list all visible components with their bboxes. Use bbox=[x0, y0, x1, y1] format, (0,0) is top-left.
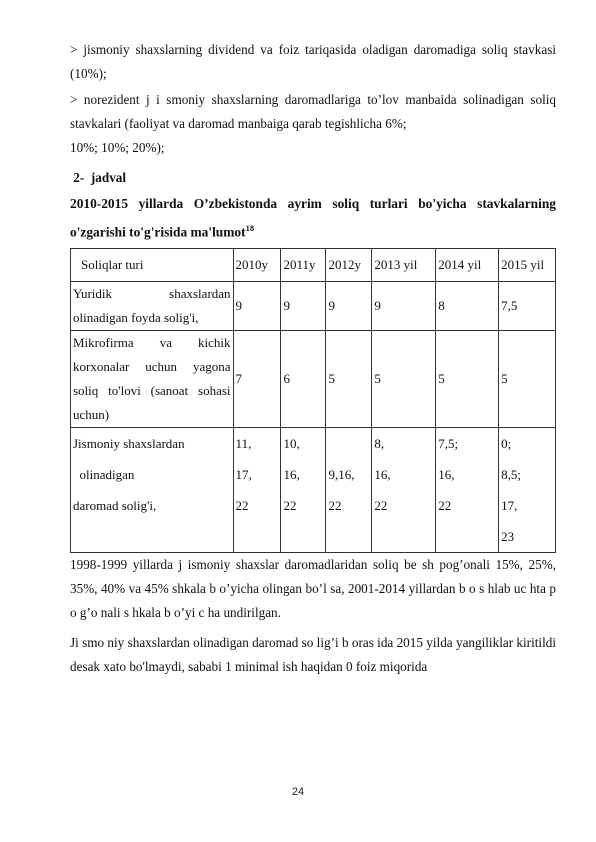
paragraph-history-brackets: 1998-1999 yillarda j ismoniy shaxslar daromadlaridan soliq be sh pog’onali 15%, 25%, 35%, 40% va 45% shkala b o’yicha olingan bo’l sa, 2001-2014 yillardan b o s hlab uc hta p o g’o nali s hkala b o’yi c ha undirilgan. bbox=[70, 557, 556, 621]
cell-value: 17, bbox=[235, 467, 252, 483]
table-header-row bbox=[71, 249, 556, 282]
table-cell: 5 bbox=[436, 331, 499, 428]
footnote-marker: 18 bbox=[245, 223, 255, 233]
header-cell-tax-type: Soliqlar turi bbox=[71, 249, 234, 282]
header-cell-2013: 2013 yil bbox=[372, 249, 436, 282]
cell-value: 10, bbox=[283, 436, 300, 452]
table-cell: 9 bbox=[233, 282, 281, 331]
cell-value: 0; bbox=[501, 436, 512, 452]
row-label-line: olinadigan bbox=[73, 467, 135, 483]
cell-value: 22 bbox=[283, 498, 297, 514]
row-label-line: daromad solig'i, bbox=[73, 498, 157, 514]
table-cell bbox=[233, 428, 281, 553]
row-label-line: korxonalar uchun yagona bbox=[73, 359, 231, 375]
cell-value: 16, bbox=[283, 467, 300, 483]
table-cell bbox=[372, 428, 436, 553]
table-cell: 9 bbox=[281, 282, 326, 331]
table-row bbox=[71, 331, 556, 428]
row-label-single-tax-payment bbox=[71, 331, 234, 428]
table-cell bbox=[281, 428, 326, 553]
header-cell-2011: 2011y bbox=[281, 249, 326, 282]
table-cell: 9 bbox=[372, 282, 436, 331]
cell-value: 8,5; bbox=[501, 467, 521, 483]
header-cell-2015: 2015 yil bbox=[499, 249, 556, 282]
table-cell: 5 bbox=[499, 331, 556, 428]
cell-value: 22 bbox=[328, 498, 342, 514]
table-caption: 2- jadval bbox=[70, 170, 127, 185]
table-row bbox=[71, 428, 556, 553]
cell-value: 11, bbox=[235, 436, 252, 452]
header-cell-2012: 2012y bbox=[326, 249, 372, 282]
cell-value: 22 bbox=[374, 498, 388, 514]
table-cell bbox=[436, 428, 499, 553]
header-cell-2014: 2014 yil bbox=[436, 249, 499, 282]
paragraph-nonresident-rates: > norezident j i smoniy shaxslarning daromadlariga to’lov manbaida solinadigan soliq stavkalari (faoliyat va daromad manbaiga qarab tegishlicha 6%; bbox=[70, 92, 556, 131]
table-cell bbox=[499, 428, 556, 553]
cell-value: 8, bbox=[374, 436, 385, 452]
page-number: 24 bbox=[291, 786, 305, 798]
cell-spacer bbox=[328, 428, 369, 459]
row-label-line: Jismoniy shaxslardan bbox=[73, 436, 185, 452]
table-cell bbox=[326, 428, 372, 553]
paragraph-dividend-rate: > jismoniy shaxslarning dividend va foiz tariqasida oladigan daromadiga soliq stavkasi (10%); bbox=[70, 42, 556, 81]
table-cell: 5 bbox=[326, 331, 372, 428]
table-title bbox=[70, 192, 556, 244]
row-label-line: Yuridik shaxslardan bbox=[73, 286, 231, 302]
row-label-corporate-profit-tax bbox=[71, 282, 234, 331]
table-cell: 8 bbox=[436, 282, 499, 331]
table-cell: 9 bbox=[326, 282, 372, 331]
cell-value: 9,16, bbox=[328, 467, 355, 483]
row-label-line: uchun) bbox=[73, 407, 110, 423]
cell-value: 16, bbox=[438, 467, 455, 483]
table-row bbox=[71, 282, 556, 331]
header-cell-2010: 2010y bbox=[233, 249, 281, 282]
row-label-line: soliq to'lovi (sanoat sohasi bbox=[73, 383, 231, 399]
cell-value: 7,5; bbox=[438, 436, 459, 452]
tax-rates-table bbox=[70, 248, 556, 553]
cell-value: 22 bbox=[235, 498, 249, 514]
row-label-personal-income-tax bbox=[71, 428, 234, 553]
row-label-line: Mikrofirma va kichik bbox=[73, 335, 231, 351]
paragraph-2015-changes: Ji smo niy shaxslardan olinadigan daromad so lig’i b oras ida 2015 yilda yangiliklar kiritildi desak xato bo'lmaydi, sababi 1 minimal ish haqidan 0 foiz miqorida bbox=[70, 635, 556, 675]
table-cell: 6 bbox=[281, 331, 326, 428]
table-title-text: 2010-2015 yillarda O’zbekistonda ayrim soliq turlari bo'yicha stavkalarning o'zgarishi to'g'risida ma'lumot bbox=[70, 196, 556, 240]
table-cell: 7,5 bbox=[499, 282, 556, 331]
paragraph-rates-list: 10%; 10%; 20%); bbox=[70, 140, 165, 155]
cell-value: 16, bbox=[374, 467, 391, 483]
row-label-line: olinadigan foyda solig'i, bbox=[73, 310, 199, 326]
table-cell: 5 bbox=[372, 331, 436, 428]
document-page bbox=[70, 38, 556, 679]
cell-value: 22 bbox=[438, 498, 452, 514]
table-cell: 7 bbox=[233, 331, 281, 428]
cell-value: 17, bbox=[501, 498, 518, 514]
cell-value: 23 bbox=[501, 529, 515, 545]
